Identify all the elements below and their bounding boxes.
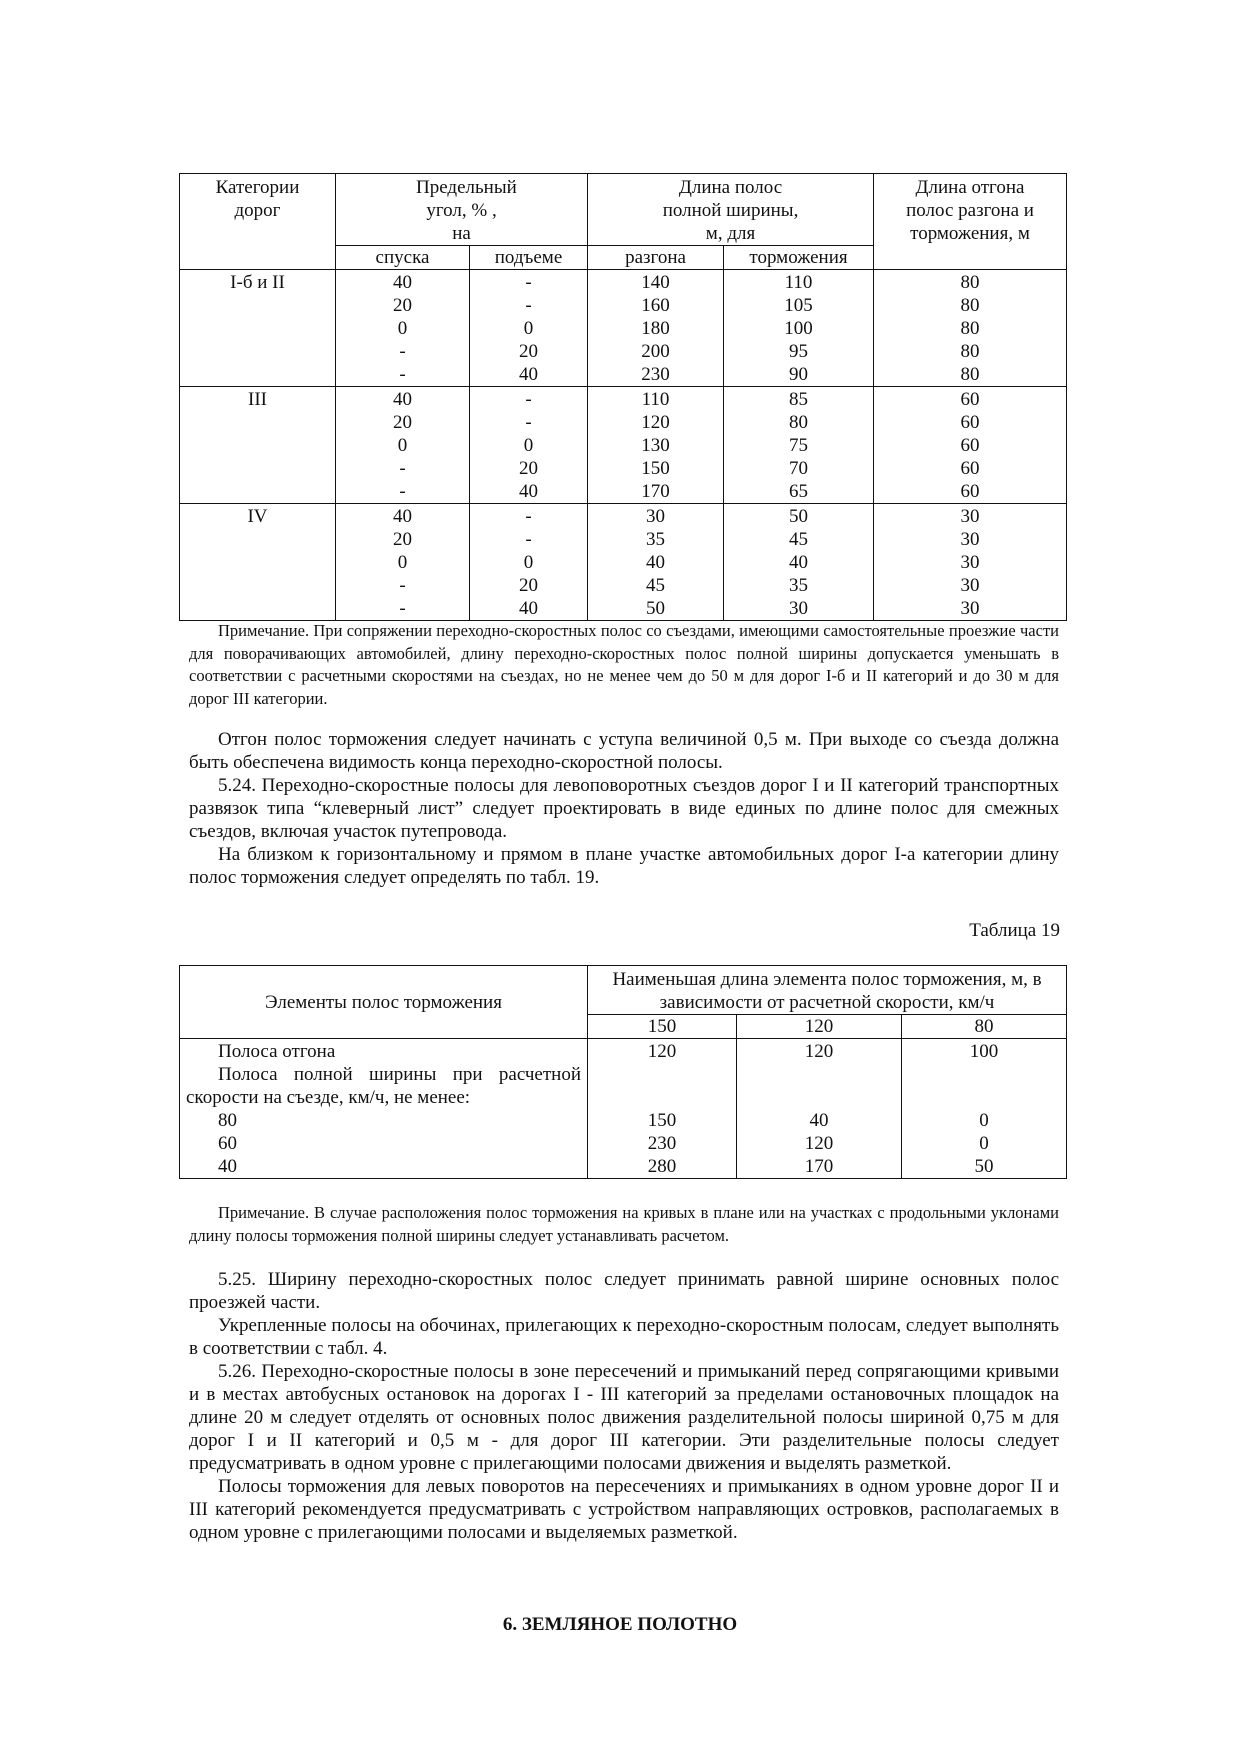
cell-descent [336, 387, 470, 504]
paragraphs-2 [189, 1268, 1059, 1544]
cell: 280 [647, 1156, 677, 1177]
cell-accel [588, 387, 724, 504]
paragraph: Отгон полос торможения следует начинать с уступа величиной 0,5 м. При выходе со съезда должна быть обеспечена видимость конца переходно-скоростной полосы. [189, 729, 1059, 773]
paragraph: На близком к горизонтальному и прямом в плане участке автомобильных дорог I-а категории длину полос торможения следует определять по табл. 19. [189, 844, 1059, 888]
cell-value: - [525, 295, 532, 316]
cell-value: 80 [960, 295, 980, 316]
cell-value: 60 [960, 481, 980, 502]
cell-value: 20 [519, 341, 538, 362]
cell-value: 60 [960, 458, 980, 479]
cell-value: 20 [393, 529, 412, 550]
label-taper: Полоса отгона [218, 1041, 336, 1062]
cell-value: 30 [960, 552, 980, 573]
cell-value: 30 [646, 506, 666, 527]
cell-category: I-б и II [180, 270, 336, 387]
paragraph: 5.26. Переходно-скоростные полосы в зоне пересечений и примыканий перед сопрягающими кривыми и в местах автобусных остановок на дорогах I - III категорий за пределами остановочных площадок на длине 20 м следует отделять от основных полос движения разделительной полосы шириной 0,75 м для дорог I и II категорий и 0,5 м - для дорог III категории. Эти разделительные полосы следует предусматривать в одном уровне с прилегающими полосами движения и выделять разметкой. [189, 1361, 1059, 1474]
cell-value: 120 [641, 412, 670, 433]
header-angle: Предельный угол, % , на [336, 174, 588, 246]
cell-value: 20 [393, 412, 412, 433]
cell-value: 40 [393, 506, 412, 527]
row-labels [180, 1039, 588, 1179]
label-full-1: Полоса полной ширины при расчетной [218, 1064, 581, 1085]
cell-brake [724, 504, 874, 621]
header-length-full: Длина полос полной ширины, м, для [588, 174, 874, 246]
header-taper: Длина отгона полос разгона и торможения, м [874, 174, 1067, 270]
cell-value: - [399, 575, 406, 596]
label-speed-80: 80 [218, 1110, 237, 1131]
cell-value: 70 [789, 458, 809, 479]
cell-value: 160 [641, 295, 670, 316]
cell-value: - [525, 389, 532, 410]
table-18-body [180, 270, 1067, 621]
cell-value: 130 [641, 435, 670, 456]
cell: 50 [974, 1156, 994, 1177]
paragraph: 5.25. Ширину переходно-скоростных полос следует принимать равной ширине основных полос проезжей части. [189, 1269, 1059, 1313]
cell-value: 50 [789, 506, 809, 527]
cell-value: 230 [641, 364, 670, 385]
note-2-text: Примечание. В случае расположения полос торможения на кривых в плане или на участках с продольными уклонами длину полосы торможения полной ширины следует устанавливать расчетом. [189, 1203, 1059, 1245]
cell-value: 30 [960, 529, 980, 550]
cell-value: 40 [519, 364, 538, 385]
cell: 100 [969, 1041, 999, 1062]
cell-category: III [180, 387, 336, 504]
cell: 0 [979, 1110, 989, 1131]
cell-value: 80 [960, 341, 980, 362]
table-row [180, 504, 1067, 621]
cell: 170 [804, 1156, 834, 1177]
cell-value: 20 [519, 575, 538, 596]
cell-value: 65 [789, 481, 809, 502]
cell-value: 85 [789, 389, 809, 410]
cell-descent [336, 270, 470, 387]
note-2 [189, 1202, 1059, 1247]
header-speed-120: 120 [737, 1015, 902, 1039]
cell: 230 [647, 1133, 677, 1154]
cell: 40 [809, 1110, 829, 1131]
cell-value: 80 [960, 364, 980, 385]
cell-value: 80 [960, 318, 980, 339]
cell-value: - [525, 412, 532, 433]
cell-value: 100 [784, 318, 813, 339]
cell-value: - [525, 506, 532, 527]
cell-value: 35 [789, 575, 809, 596]
cell-value: 60 [960, 389, 980, 410]
cell-value: 0 [523, 552, 534, 573]
cell-value: 30 [960, 575, 980, 596]
col-150 [588, 1039, 737, 1179]
label-speed-60: 60 [218, 1133, 237, 1154]
cell-value: - [399, 598, 406, 619]
cell-value: 60 [960, 412, 980, 433]
cell-value: 0 [397, 552, 408, 573]
cell-brake [724, 270, 874, 387]
cell: 150 [647, 1110, 677, 1131]
cell-value: - [399, 481, 406, 502]
cell-value: 180 [641, 318, 670, 339]
header-speed-80: 80 [902, 1015, 1067, 1039]
cell-value: 170 [641, 481, 670, 502]
cell: 120 [804, 1041, 834, 1062]
col-120 [737, 1039, 902, 1179]
cell-value: 75 [789, 435, 809, 456]
header-brake: торможения [724, 246, 874, 270]
header-speed-150: 150 [588, 1015, 737, 1039]
paragraph: Полосы торможения для левых поворотов на пересечениях и примыканиях в одном уровне дорог II и III категорий рекомендуется предусматривать с устройством направляющих островков, располагаемых в одном уровне с прилегающими полосами и выделяемых разметкой. [189, 1476, 1059, 1543]
cell-value: 0 [523, 318, 534, 339]
cell-value: 60 [960, 435, 980, 456]
cell-value: 0 [397, 318, 408, 339]
cell-ascent [470, 504, 588, 621]
table-row [180, 270, 1067, 387]
cell-value: 140 [641, 272, 670, 293]
note-1 [189, 620, 1059, 710]
cell-value: 95 [789, 341, 809, 362]
header-length: Наименьшая длина элемента полос торможения, м, в зависимости от расчетной скорости, км/ч [588, 966, 1067, 1015]
cell-value: 20 [519, 458, 538, 479]
cell-accel [588, 270, 724, 387]
paragraph: 5.24. Переходно-скоростные полосы для левоповоротных съездов дорог I и II категорий транспортных развязок типа “клеверный лист” следует проектировать в виде единых по длине полос для смежных съездов, включая участок путепровода. [189, 775, 1059, 842]
cell-value: 40 [789, 552, 809, 573]
cell-value: 110 [784, 272, 813, 293]
cell-value: 35 [646, 529, 666, 550]
col-80 [902, 1039, 1067, 1179]
cell-value: 80 [789, 412, 809, 433]
cell: 0 [979, 1133, 989, 1154]
cell-value: 40 [393, 272, 412, 293]
cell-value: 30 [789, 598, 809, 619]
cell-value: 40 [519, 598, 538, 619]
table-18 [179, 173, 1067, 621]
cell-value: - [399, 341, 406, 362]
table-row [180, 387, 1067, 504]
cell-value: 30 [960, 506, 980, 527]
header-category: Категории дорог [180, 174, 336, 270]
cell-value: 40 [519, 481, 538, 502]
table-19-caption: Таблица 19 [969, 920, 1060, 941]
label-full-2: скорости на съезде, км/ч, не менее: [186, 1087, 471, 1108]
cell-accel [588, 504, 724, 621]
cell-ascent [470, 387, 588, 504]
cell-value: 105 [784, 295, 813, 316]
cell-value: - [525, 272, 532, 293]
cell-value: 110 [641, 389, 670, 410]
cell-value: 90 [789, 364, 809, 385]
cell-value: 0 [523, 435, 534, 456]
cell-taper [874, 387, 1067, 504]
cell-category: IV [180, 504, 336, 621]
cell-value: 200 [641, 341, 670, 362]
cell-value: 80 [960, 272, 980, 293]
cell-value: - [525, 529, 532, 550]
cell-taper [874, 504, 1067, 621]
cell-value: 20 [393, 295, 412, 316]
cell: 120 [804, 1133, 834, 1154]
cell-value: 50 [646, 598, 666, 619]
label-speed-40: 40 [218, 1156, 237, 1177]
header-descent: спуска [336, 246, 470, 270]
cell-value: 150 [641, 458, 670, 479]
cell-taper [874, 270, 1067, 387]
cell-descent [336, 504, 470, 621]
cell-value: 40 [393, 389, 412, 410]
cell-value: 45 [646, 575, 666, 596]
table-19 [179, 965, 1067, 1179]
cell-ascent [470, 270, 588, 387]
cell-value: - [399, 458, 406, 479]
cell-value: 30 [960, 598, 980, 619]
header-ascent: подъеме [470, 246, 588, 270]
cell-value: 0 [397, 435, 408, 456]
note-1-text: Примечание. При сопряжении переходно-скоростных полос со съездами, имеющими самостоятельные проезжие части для поворачивающих автомобилей, длину переходно-скоростных полос полной ширины допускается уменьшать в соответствии с расчетными скоростями на съездах, но не менее чем до 50 м для дорог I-б и II категорий и до 30 м для дорог III категории. [189, 621, 1059, 708]
cell-value: - [399, 364, 406, 385]
header-elements: Элементы полос торможения [180, 966, 588, 1039]
paragraph: Укрепленные полосы на обочинах, прилегающих к переходно-скоростным полосам, следует выполнять в соответствии с табл. 4. [189, 1315, 1059, 1359]
cell-value: 45 [789, 529, 809, 550]
paragraphs-1 [189, 728, 1059, 889]
header-accel: разгона [588, 246, 724, 270]
cell-value: 40 [646, 552, 666, 573]
cell: 120 [647, 1041, 677, 1062]
cell-brake [724, 387, 874, 504]
section-heading: 6. ЗЕМЛЯНОЕ ПОЛОТНО [502, 1614, 738, 1635]
